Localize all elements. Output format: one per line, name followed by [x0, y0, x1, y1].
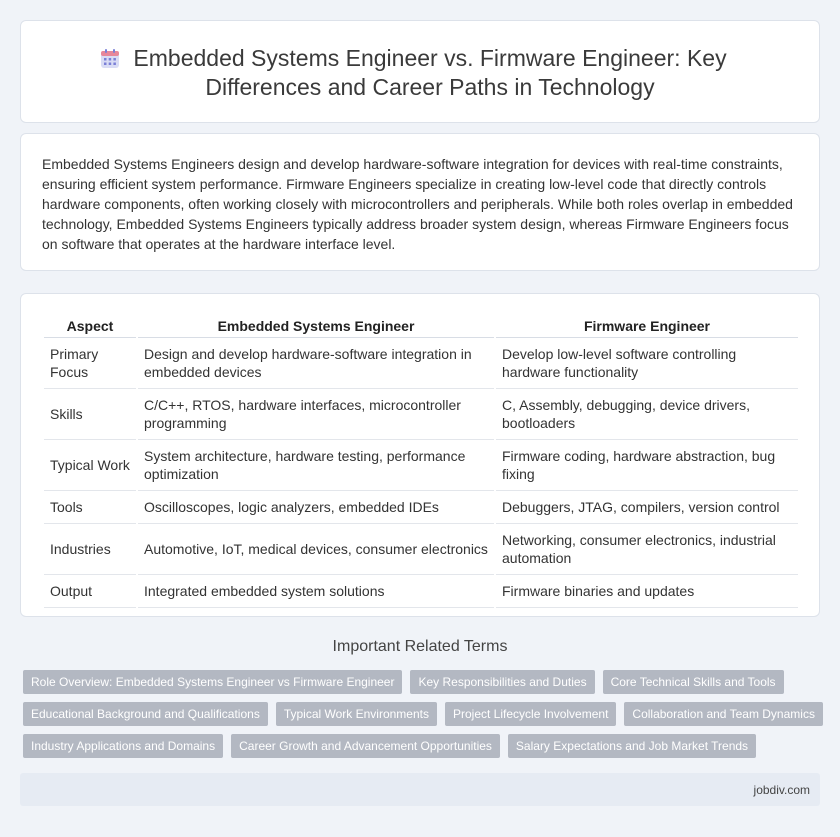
comparison-table	[42, 314, 800, 608]
table-header-row	[44, 314, 798, 338]
cell-aspect: Industries	[44, 524, 136, 575]
intro-paragraph: Embedded Systems Engineers design and develop hardware-software integration for devices with real-time constraints, ensuring efficient system performance. Firmware Engineers specialize in creating low-level code that directly controls hardware components, often working closely with microcontrollers and peripherals. While both roles overlap in embedded technology, Embedded Systems Engineers typically address broader system design, whereas Firmware Engineers focus on software that operates at the hardware interface level.	[42, 156, 793, 252]
cell-embedded: C/C++, RTOS, hardware interfaces, microcontroller programming	[138, 389, 494, 440]
cell-firmware: Debuggers, JTAG, compilers, version control	[496, 491, 798, 524]
cell-embedded: Automotive, IoT, medical devices, consumer electronics	[138, 524, 494, 575]
table-row	[44, 491, 798, 524]
footer-site-link[interactable]: jobdiv.com	[753, 783, 810, 797]
intro-card	[20, 133, 820, 271]
cell-embedded: System architecture, hardware testing, performance optimization	[138, 440, 494, 491]
comparison-card	[20, 293, 820, 617]
related-term-tag[interactable]: Role Overview: Embedded Systems Engineer vs Firmware Engineer	[23, 670, 402, 694]
footer	[20, 773, 820, 806]
cell-embedded: Oscilloscopes, logic analyzers, embedded IDEs	[138, 491, 494, 524]
cell-firmware: Develop low-level software controlling hardware functionality	[496, 338, 798, 389]
related-term-tag[interactable]: Key Responsibilities and Duties	[410, 670, 594, 694]
related-term-tag[interactable]: Core Technical Skills and Tools	[603, 670, 784, 694]
cell-embedded: Design and develop hardware-software integration in embedded devices	[138, 338, 494, 389]
table-row	[44, 389, 798, 440]
related-term-tag[interactable]: Project Lifecycle Involvement	[445, 702, 616, 726]
cell-firmware: Networking, consumer electronics, industrial automation	[496, 524, 798, 575]
related-term-tag[interactable]: Career Growth and Advancement Opportunities	[231, 734, 500, 758]
related-term-tag[interactable]: Typical Work Environments	[276, 702, 437, 726]
related-term-tag[interactable]: Educational Background and Qualifications	[23, 702, 268, 726]
table-row	[44, 338, 798, 389]
related-term-tag[interactable]: Industry Applications and Domains	[23, 734, 223, 758]
cell-aspect: Typical Work	[44, 440, 136, 491]
cell-aspect: Output	[44, 575, 136, 608]
header-embedded: Embedded Systems Engineer	[138, 314, 494, 338]
cell-aspect: Skills	[44, 389, 136, 440]
cell-aspect: Primary Focus	[44, 338, 136, 389]
related-term-tag[interactable]: Salary Expectations and Job Market Trends	[508, 734, 756, 758]
cell-aspect: Tools	[44, 491, 136, 524]
table-row	[44, 524, 798, 575]
cell-firmware: C, Assembly, debugging, device drivers, bootloaders	[496, 389, 798, 440]
header-firmware: Firmware Engineer	[496, 314, 798, 338]
table-row	[44, 575, 798, 608]
header-aspect: Aspect	[44, 314, 136, 338]
cell-embedded: Integrated embedded system solutions	[138, 575, 494, 608]
related-terms-heading: Important Related Terms	[332, 638, 508, 655]
related-term-tag[interactable]: Collaboration and Team Dynamics	[624, 702, 823, 726]
related-terms-list	[23, 670, 823, 766]
cell-firmware: Firmware coding, hardware abstraction, bug fixing	[496, 440, 798, 491]
cell-firmware: Firmware binaries and updates	[496, 575, 798, 608]
table-row	[44, 440, 798, 491]
page-title: Embedded Systems Engineer vs. Firmware Engineer: Key Differences and Career Paths in Technology	[133, 45, 727, 100]
title-card	[20, 20, 820, 123]
